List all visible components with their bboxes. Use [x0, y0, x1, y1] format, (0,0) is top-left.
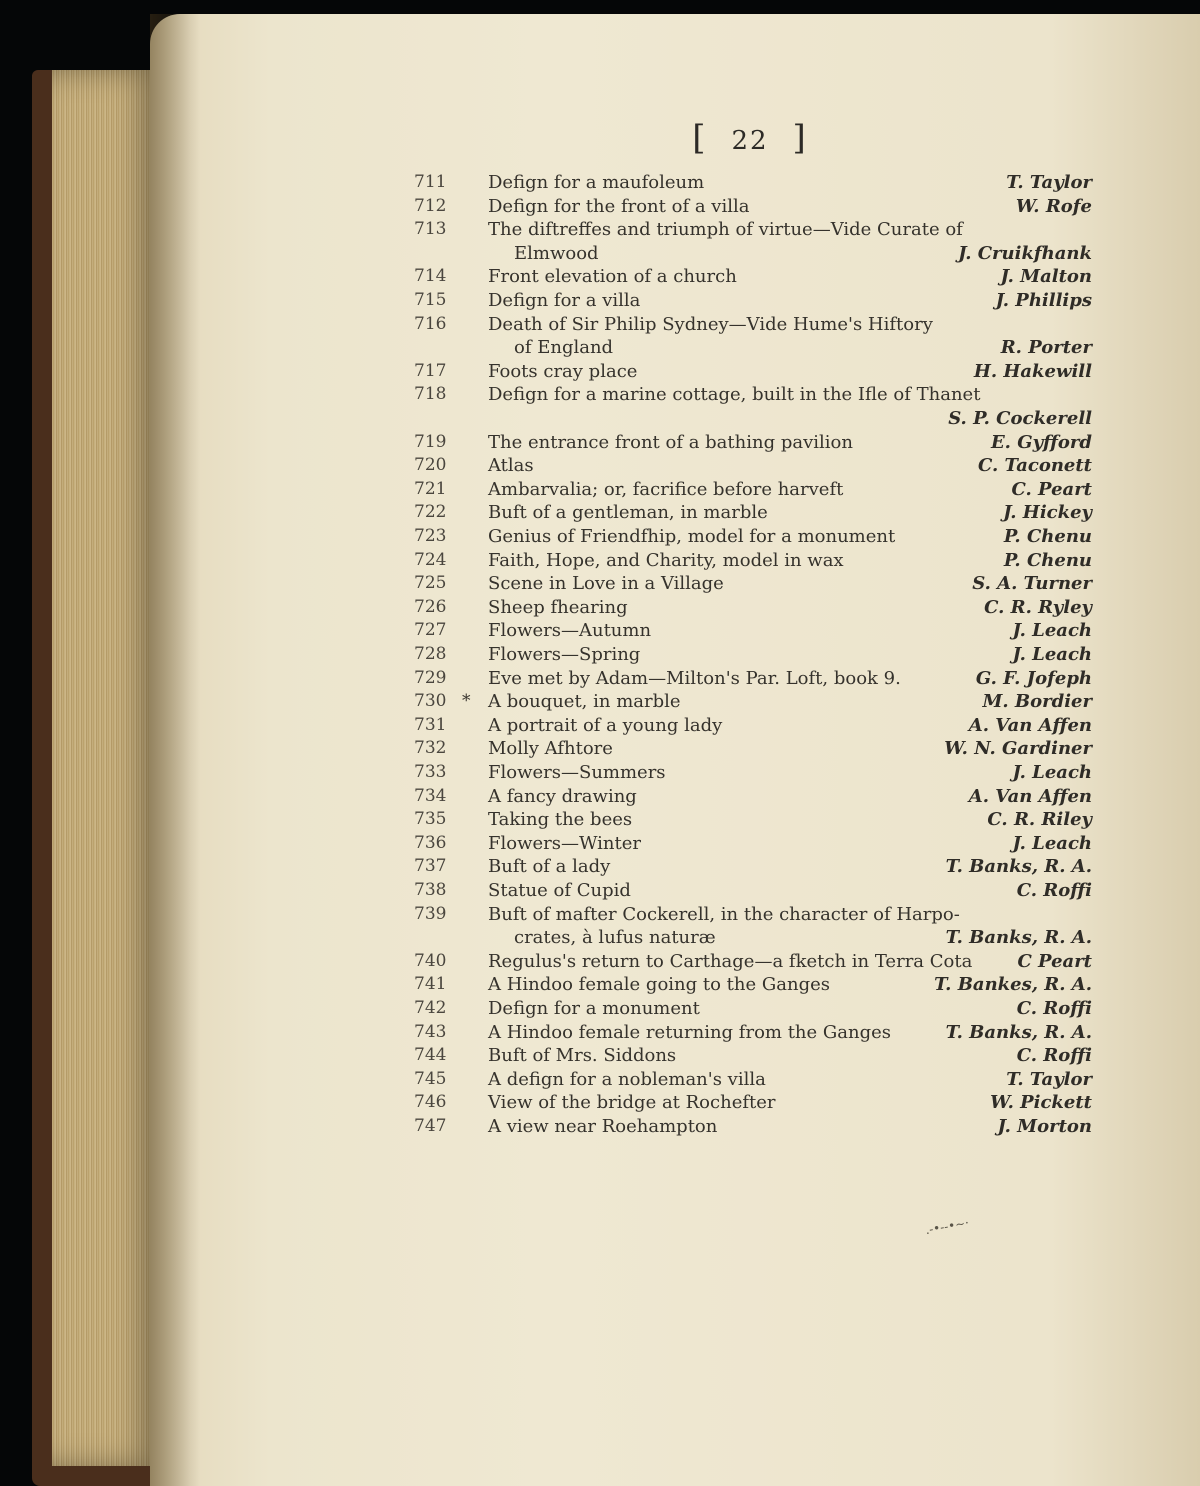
- entry-title: Defign for a monument: [488, 998, 700, 1019]
- catalogue-entry-continuation: [0, 927, 1200, 951]
- page-number: 22: [731, 126, 769, 156]
- catalogue-entry: [0, 998, 1200, 1022]
- entry-number: 725: [414, 573, 447, 594]
- entry-title: A Hindoo female going to the Ganges: [488, 974, 830, 996]
- entry-title: Genius of Friendfhip, model for a monument: [488, 526, 896, 547]
- entry-title: Eve met by Adam—Milton's Par. Loft, book 9.: [488, 667, 901, 689]
- entry-title: A defign for a nobleman's villa: [488, 1068, 766, 1090]
- entry-number: 737: [414, 856, 447, 877]
- open-bracket: [: [692, 118, 708, 158]
- catalogue-entry: [0, 314, 1200, 338]
- entry-title: A fancy drawing: [488, 785, 637, 807]
- entry-number: 714: [414, 266, 447, 287]
- entry-artist: T. Bankes, R. A.: [934, 974, 1092, 996]
- catalogue-entry: [0, 668, 1200, 692]
- catalogue-entry: [0, 715, 1200, 739]
- catalogue-entry: [0, 691, 1200, 715]
- entry-number: 716: [414, 313, 447, 334]
- entry-number: 719: [414, 431, 447, 452]
- entry-number: 729: [414, 667, 447, 688]
- entry-artist: J. Malton: [1000, 266, 1092, 288]
- entry-artist: T. Banks, R. A.: [945, 927, 1092, 949]
- entry-number: 733: [414, 762, 447, 782]
- entry-number: 744: [414, 1045, 447, 1066]
- entry-title: Front elevation of a church: [488, 266, 737, 288]
- catalogue-entry: [0, 219, 1200, 243]
- entry-title-continuation: of England: [514, 337, 614, 359]
- entry-artist: W. Pickett: [990, 1092, 1092, 1114]
- entry-number: 736: [414, 832, 447, 853]
- catalogue-entry: [0, 573, 1200, 597]
- entry-artist: T. Taylor: [1006, 1068, 1092, 1090]
- entry-title: Buft of a lady: [488, 856, 611, 878]
- entry-artist: C. Roffi: [1016, 880, 1092, 901]
- catalogue-entry: [0, 856, 1200, 880]
- catalogue-entry: [0, 644, 1200, 668]
- entry-number: 712: [414, 195, 447, 216]
- entry-title: Atlas: [488, 455, 534, 477]
- entry-artist: C. Peart: [1011, 478, 1092, 500]
- catalogue-entry: [0, 526, 1200, 550]
- catalogue-entry-continuation: [0, 408, 1200, 432]
- entry-title: Defign for a villa: [488, 290, 641, 311]
- catalogue-entry: [0, 904, 1200, 928]
- entry-number: 731: [414, 714, 447, 735]
- entry-artist: P. Chenu: [1003, 549, 1092, 571]
- entry-artist: W. N. Gardiner: [944, 738, 1092, 760]
- entry-number: 745: [414, 1068, 447, 1089]
- entry-asterisk: *: [462, 691, 471, 712]
- entry-title: Statue of Cupid: [488, 880, 631, 901]
- entry-artist: J. Leach: [1012, 762, 1092, 783]
- entry-number: 732: [414, 738, 447, 759]
- catalogue-entry: [0, 880, 1200, 904]
- entry-number: 735: [414, 809, 447, 830]
- catalogue-entry: [0, 196, 1200, 220]
- close-bracket: ]: [792, 118, 808, 158]
- entry-title: Flowers—Summers: [488, 762, 666, 783]
- entry-title: Taking the bees: [488, 809, 633, 831]
- entry-artist: C. Taconett: [977, 455, 1092, 477]
- entry-artist: M. Bordier: [982, 691, 1092, 713]
- entry-title-continuation: Elmwood: [514, 242, 599, 264]
- entry-title: Molly Afhtore: [488, 738, 613, 760]
- entry-title: A Hindoo female returning from the Ganges: [488, 1021, 892, 1043]
- catalogue-entry: [0, 951, 1200, 975]
- catalogue-entry: [0, 809, 1200, 833]
- entry-title: Foots cray place: [488, 360, 638, 382]
- entry-artist: E. Gyfford: [990, 431, 1092, 453]
- catalogue-entry: [0, 833, 1200, 857]
- entry-title: Defign for a maufoleum: [488, 172, 705, 193]
- entry-title: Flowers—Spring: [488, 644, 641, 665]
- catalogue-entry-continuation: [0, 243, 1200, 267]
- catalogue-entry: [0, 479, 1200, 503]
- entry-artist: G. F. Jofeph: [975, 667, 1092, 689]
- entry-number: 738: [414, 880, 447, 900]
- catalogue-entry: [0, 1092, 1200, 1116]
- entry-title: Scene in Love in a Village: [488, 573, 724, 595]
- entry-number: 739: [414, 903, 447, 924]
- entry-artist: R. Porter: [1000, 337, 1092, 359]
- catalogue-entry: [0, 550, 1200, 574]
- entry-title: A view near Roehampton: [488, 1116, 718, 1137]
- entry-artist: S. P. Cockerell: [948, 408, 1092, 429]
- catalogue-entry: [0, 786, 1200, 810]
- entry-title: Faith, Hope, and Charity, model in wax: [488, 549, 844, 571]
- entry-number: 742: [414, 998, 447, 1018]
- entry-number: 718: [414, 384, 447, 405]
- entry-title: A portrait of a young lady: [488, 714, 723, 736]
- entry-artist: J. Leach: [1012, 832, 1092, 854]
- entry-title: Death of Sir Philip Sydney—Vide Hume's Hiftory: [488, 313, 933, 335]
- entry-artist: J. Phillips: [995, 290, 1092, 311]
- catalogue-entry: [0, 1116, 1200, 1140]
- entry-artist: H. Hakewill: [973, 360, 1092, 382]
- entry-artist: J. Cruikfhank: [958, 242, 1092, 264]
- entry-title: Flowers—Winter: [488, 832, 642, 854]
- entry-title: The diftreffes and triumph of virtue—Vide Curate of: [488, 219, 963, 241]
- entry-number: 746: [414, 1092, 447, 1113]
- entry-number: 747: [414, 1116, 447, 1136]
- catalogue-entry: [0, 455, 1200, 479]
- entry-artist: A. Van Affen: [968, 785, 1092, 807]
- entry-number: 734: [414, 785, 447, 806]
- entry-number: 723: [414, 526, 447, 546]
- catalogue-entry: [0, 762, 1200, 786]
- entry-number: 721: [414, 478, 447, 499]
- entry-artist: J. Hickey: [1003, 502, 1092, 524]
- entry-number: 726: [414, 596, 447, 617]
- entry-artist: S. A. Turner: [972, 573, 1092, 595]
- entry-number: 715: [414, 290, 447, 310]
- entry-artist: P. Chenu: [1003, 526, 1092, 547]
- entry-number: 730: [414, 691, 447, 712]
- entry-title: Buft of Mrs. Siddons: [488, 1045, 677, 1067]
- catalogue-entry: [0, 502, 1200, 526]
- catalogue-entry: [0, 620, 1200, 644]
- entry-title: Buft of a gentleman, in marble: [488, 502, 768, 524]
- entry-artist: T. Banks, R. A.: [945, 1021, 1092, 1043]
- entry-artist: W. Rofe: [1015, 195, 1092, 217]
- entry-title: View of the bridge at Rochefter: [488, 1092, 776, 1114]
- entry-number: 727: [414, 620, 447, 641]
- entry-artist: A. Van Affen: [968, 714, 1092, 736]
- entry-title: The entrance front of a bathing pavilion: [488, 431, 853, 453]
- entry-artist: J. Morton: [997, 1116, 1092, 1137]
- entry-artist: C Peart: [1017, 950, 1092, 972]
- catalogue-entry: [0, 290, 1200, 314]
- catalogue-entry: [0, 1069, 1200, 1093]
- entry-artist: T. Taylor: [1006, 172, 1092, 193]
- entry-artist: C. Roffi: [1016, 1045, 1092, 1067]
- entry-number: 720: [414, 455, 447, 476]
- catalogue-entry: [0, 1022, 1200, 1046]
- catalogue-entry: [0, 172, 1200, 196]
- entry-number: 724: [414, 549, 447, 570]
- catalogue-entry: [0, 384, 1200, 408]
- entry-number: 713: [414, 219, 447, 240]
- catalogue-entry: [0, 266, 1200, 290]
- entry-number: 711: [414, 172, 447, 192]
- entry-title: Regulus's return to Carthage—a fketch in Terra Cota: [488, 950, 973, 972]
- entry-artist: C. R. Riley: [987, 809, 1092, 831]
- entry-number: 740: [414, 950, 447, 971]
- entry-title: Flowers—Autumn: [488, 620, 652, 642]
- entry-number: 743: [414, 1021, 447, 1042]
- entry-title: Defign for a marine cottage, built in the Ifle of Thanet: [488, 384, 981, 406]
- catalogue-entry: [0, 1045, 1200, 1069]
- entry-title: Buft of mafter Cockerell, in the character of Harpo-: [488, 903, 960, 925]
- entry-artist: J. Leach: [1012, 620, 1092, 642]
- entry-artist: J. Leach: [1012, 644, 1092, 665]
- entry-title: Sheep fhearing: [488, 596, 628, 618]
- entry-title: Ambarvalia; or, facrifice before harveft: [488, 478, 844, 500]
- entry-number: 717: [414, 360, 447, 381]
- ink-speck: .-•--•~·: [924, 1215, 971, 1238]
- entry-number: 728: [414, 644, 447, 664]
- catalogue-entry-continuation: [0, 337, 1200, 361]
- entry-artist: T. Banks, R. A.: [945, 856, 1092, 878]
- catalogue-entry: [0, 974, 1200, 998]
- entry-number: 722: [414, 502, 447, 523]
- entry-number: 741: [414, 974, 447, 995]
- entry-artist: C. Roffi: [1016, 998, 1092, 1019]
- catalogue-entry: [0, 361, 1200, 385]
- entry-title: Defign for the front of a villa: [488, 195, 750, 217]
- catalogue-entry: [0, 738, 1200, 762]
- entry-title: A bouquet, in marble: [488, 691, 681, 713]
- catalogue-entry: [0, 432, 1200, 456]
- entry-artist: C. R. Ryley: [984, 596, 1092, 618]
- catalogue-entry: [0, 597, 1200, 621]
- entry-title-continuation: crates, à lufus naturæ: [514, 927, 716, 949]
